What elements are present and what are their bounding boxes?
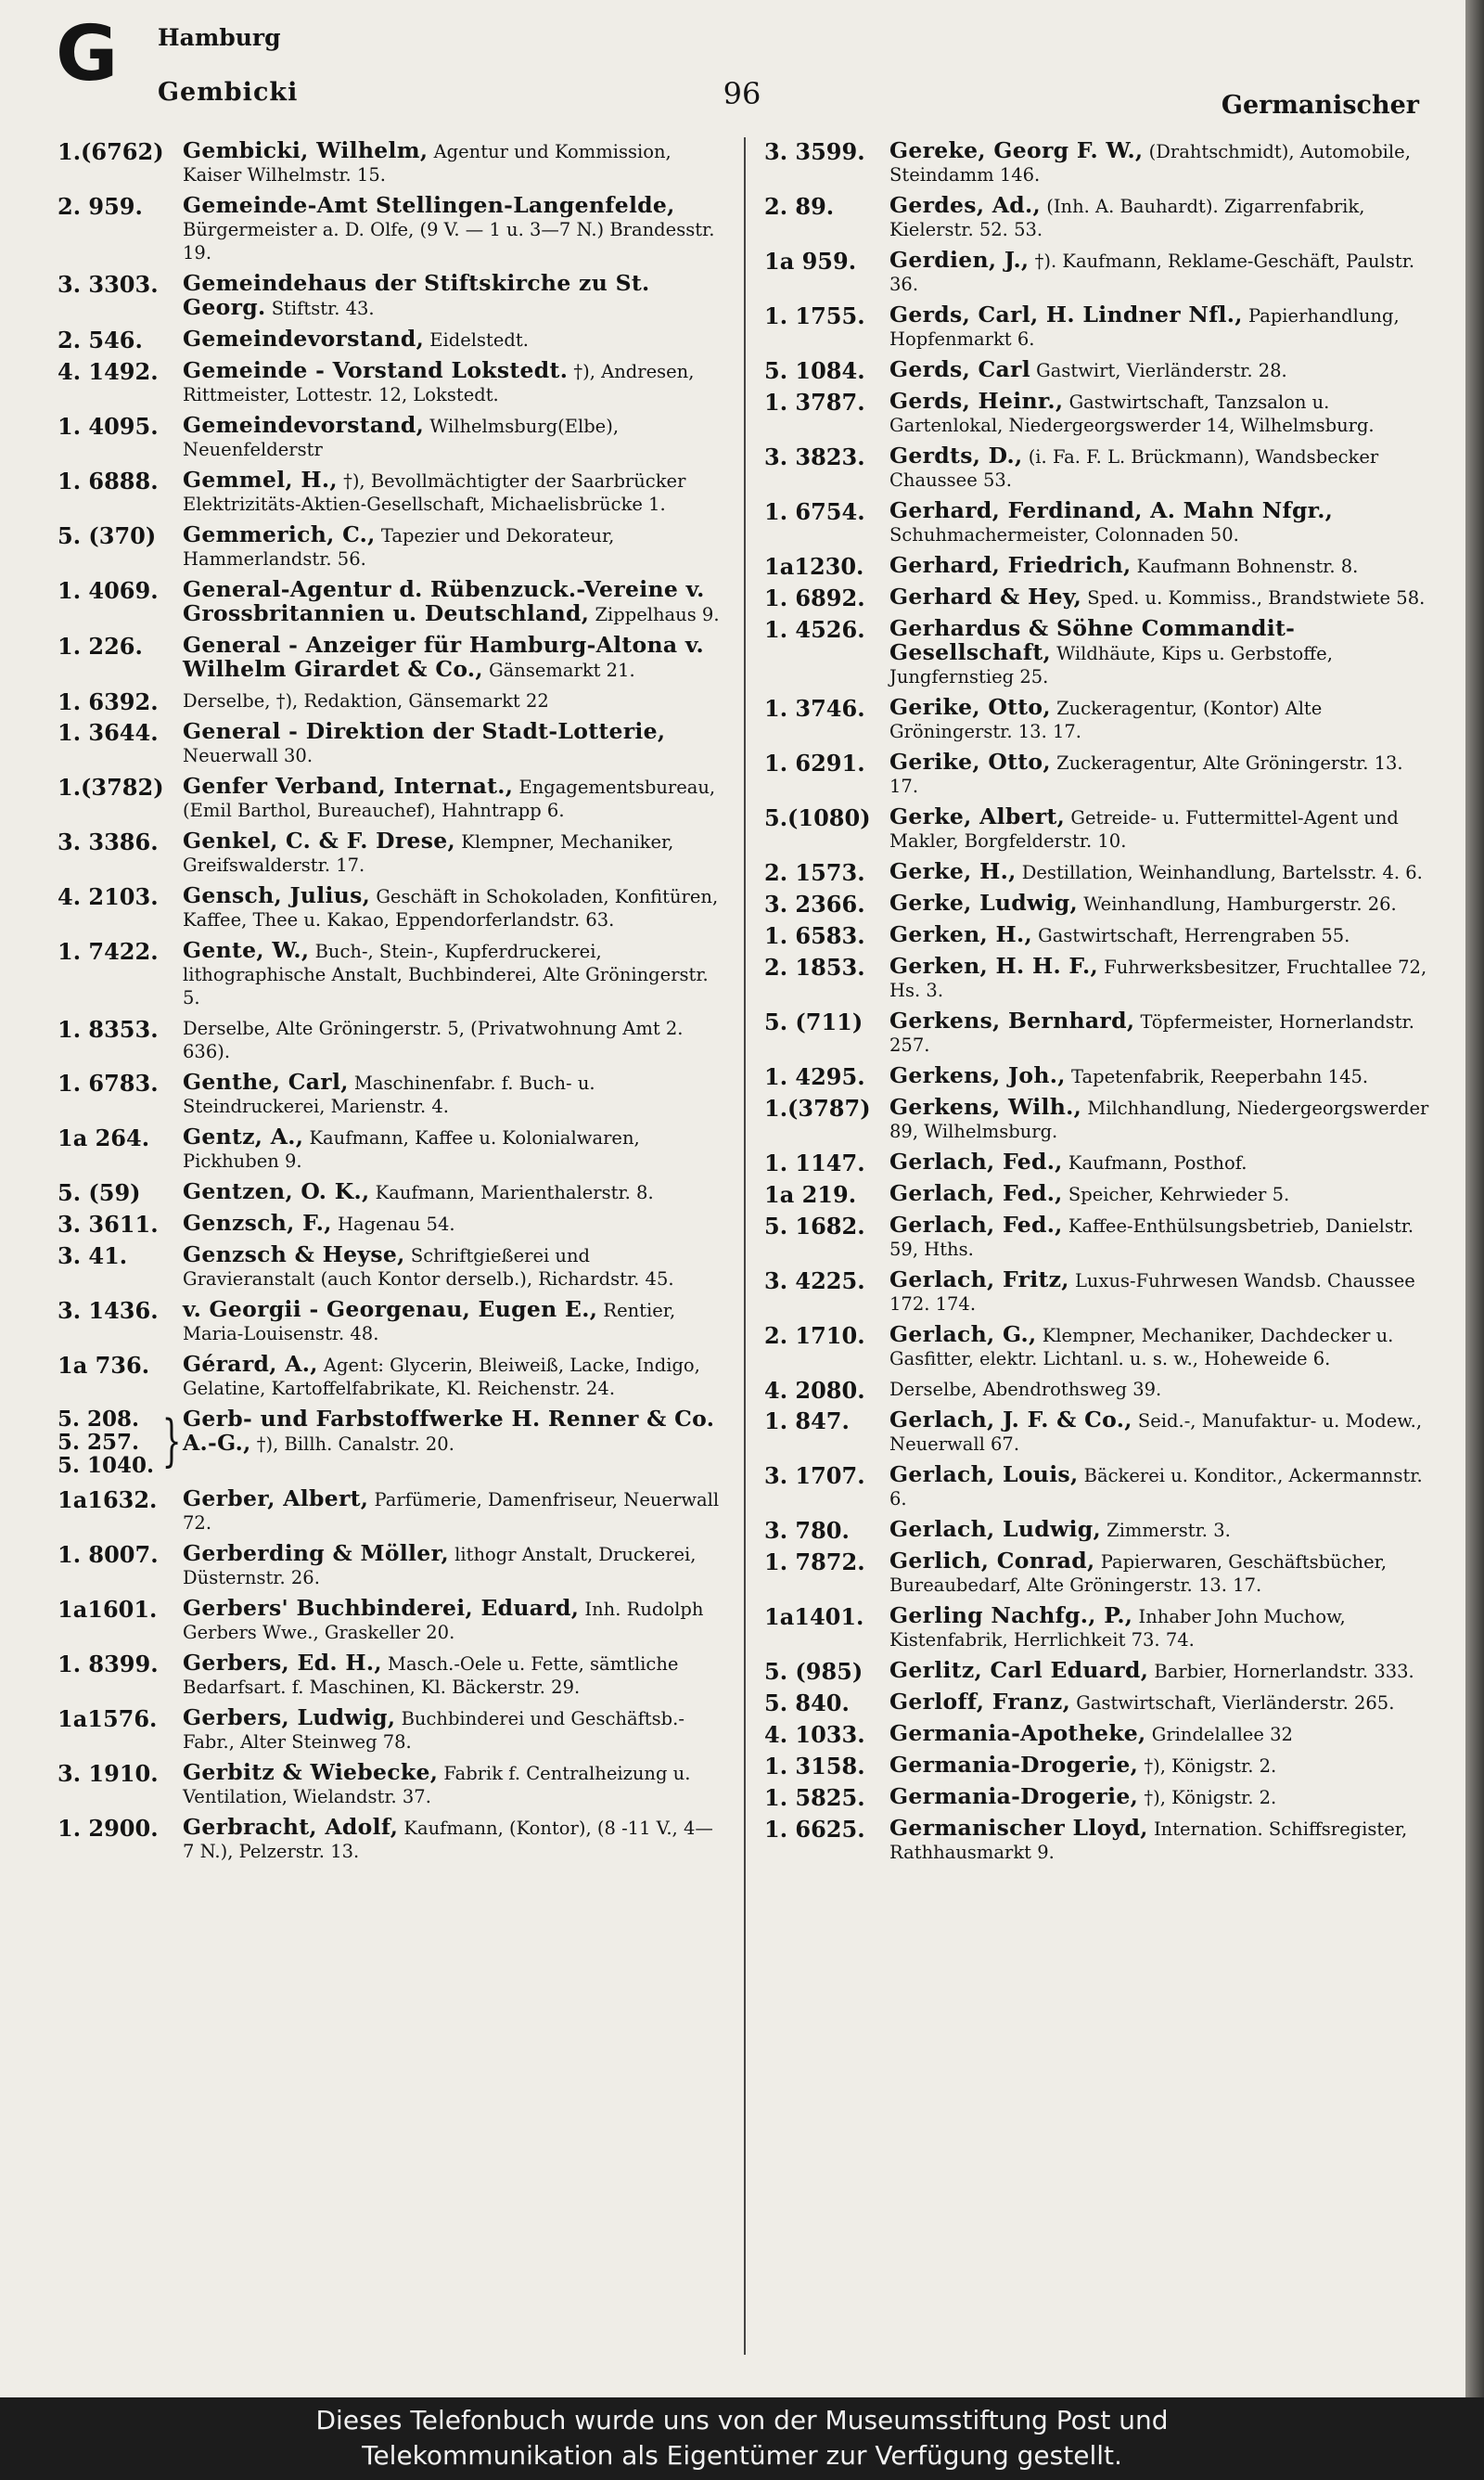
page-number: 96 (723, 76, 761, 111)
entry-number: 3. 3823. (764, 443, 865, 470)
entry-number: 5. 840. (764, 1690, 850, 1716)
directory-entry (764, 955, 1430, 1002)
entry-detail: Kaufmann Bohnenstr. 8. (1136, 556, 1359, 577)
entry-name: Gerhard, Ferdinand, A. Mahn Nfgr., (889, 497, 1334, 523)
entry-name: Gerdien, J., (889, 247, 1030, 273)
entry-detail: Zuckeragentur, Alte Gröningerstr. 13. 17. (889, 752, 1403, 797)
entry-name: Gerlach, Fed., (889, 1149, 1063, 1175)
entry-detail: Kaufmann, Marienthalerstr. 8. (375, 1182, 654, 1203)
directory-entry (764, 1549, 1430, 1597)
entry-number: 3. 3611. (58, 1211, 159, 1238)
entry-detail: Klempner, Mechaniker, Dachdecker u. Gasfitter, elektr. Lichtanl. u. s. w., Hoheweide 6. (889, 1325, 1394, 1369)
directory-entry (58, 1071, 723, 1118)
directory-entry (764, 499, 1430, 546)
grouped-numbers (58, 1407, 160, 1477)
entry-name: Gerke, H., (889, 858, 1017, 884)
directory-entry (764, 1150, 1430, 1175)
directory-entry (764, 585, 1430, 610)
directory-entry (764, 390, 1430, 437)
entry-name: Gerdes, Ad., (889, 192, 1042, 218)
directory-entry (58, 1651, 723, 1699)
entry-detail: Gastwirt, Vierländerstr. 28. (1036, 360, 1287, 381)
entry-name: Gerbers, Ed. H., (183, 1650, 382, 1676)
entry-number: 3. 3386. (58, 829, 159, 855)
entry-name: Gerhard, Friedrich, (889, 552, 1132, 578)
entry-name: Gerlach, G., (889, 1321, 1037, 1347)
entry-number: 1. 1755. (764, 302, 865, 329)
entry-detail: Weinhandlung, Hamburgerstr. 26. (1083, 893, 1397, 915)
directory-entry (764, 1323, 1430, 1370)
entry-detail: Papierhandlung, Hopfenmarkt 6. (889, 305, 1400, 350)
entry-detail: Neuerwall 30. (183, 745, 313, 766)
directory-entry (764, 1377, 1430, 1404)
directory-entry (764, 1214, 1430, 1261)
entry-detail: Gastwirtschaft, Vierländerstr. 265. (1076, 1692, 1395, 1714)
column-divider (744, 137, 746, 2355)
entry-number: 5. 1040. (58, 1453, 155, 1478)
brace-glyph: } (161, 1408, 182, 1473)
entry-name: Gerkens, Bernhard, (889, 1008, 1135, 1034)
entry-name: Genkel, C. & F. Drese, (183, 828, 456, 854)
directory-entry (58, 194, 723, 264)
directory-entry (764, 1009, 1430, 1057)
entry-name: Gerber, Albert, (183, 1485, 369, 1511)
entry-name: Gerlich, Conrad, (889, 1548, 1095, 1574)
entry-detail: Masch.-Oele u. Fette, sämtliche Bedarfsart. f. Maschinen, Kl. Bäckerstr. 29. (183, 1653, 679, 1698)
directory-entry (58, 414, 723, 461)
entry-number: 5. 1682. (764, 1213, 865, 1240)
entry-number: 1a 264. (58, 1124, 150, 1151)
directory-entry (764, 1268, 1430, 1316)
entry-name: Gerds, Carl (889, 356, 1030, 382)
entry-name: Gemmerich, C., (183, 521, 376, 547)
entry-name: Gerds, Heinr., (889, 388, 1064, 414)
entry-detail: Tapetenfabrik, Reeperbahn 145. (1070, 1066, 1369, 1087)
directory-entry (764, 1463, 1430, 1510)
entry-detail: Derselbe, Abendrothsweg 39. (889, 1379, 1162, 1400)
entry-number: 1. 8007. (58, 1541, 159, 1568)
entry-detail: Töpfermeister, Hornerlandstr. 257. (889, 1011, 1414, 1056)
entry-name: Gerds, Carl, H. Lindner Nfl., (889, 302, 1243, 328)
page-edge (1465, 0, 1484, 2397)
entry-name: Germania-Drogerie, (889, 1783, 1139, 1809)
directory-entry (764, 1722, 1430, 1746)
entry-number: 1a1632. (58, 1486, 158, 1513)
entry-name: Genthe, Carl, (183, 1069, 349, 1095)
footer-notice (0, 2397, 1484, 2480)
entry-detail: †), Billh. Canalstr. 20. (256, 1433, 454, 1455)
entry-name: Gerlach, Ludwig, (889, 1516, 1101, 1542)
entry-number: 1. 4526. (764, 616, 865, 643)
entry-number: 1. 5825. (764, 1784, 865, 1811)
entry-number: 1. 3746. (764, 695, 865, 722)
entry-detail: Hagenau 54. (337, 1214, 455, 1235)
directory-entry (58, 1706, 723, 1754)
entry-detail: Kaufmann, (Kontor), (8 -11 V., 4—7 N.), Pelzerstr. 13. (183, 1818, 713, 1862)
entry-detail: Zimmerstr. 3. (1107, 1520, 1231, 1541)
entry-detail: Luxus-Fuhrwesen Wandsb. Chaussee 172. 174. (889, 1270, 1415, 1315)
directory-entry (58, 1353, 723, 1400)
entry-number: 1. 7422. (58, 938, 159, 965)
entry-number: 1. 8353. (58, 1016, 159, 1043)
entry-number: 3. 1910. (58, 1760, 159, 1787)
entry-number: 1. 6625. (764, 1816, 865, 1843)
entry-name: Gemeindehaus der Stiftskirche zu St. Georg. (183, 270, 650, 320)
entry-name: Gentz, A., (183, 1124, 304, 1150)
entry-number: 3. 4225. (764, 1267, 865, 1294)
entry-number: 1a1230. (764, 553, 864, 580)
entry-detail: Grindelallee 32 (1151, 1724, 1293, 1745)
entry-number: 3. 2366. (764, 891, 865, 918)
directory-entry (58, 1180, 723, 1204)
entry-name: Genzsch, F., (183, 1210, 332, 1236)
entry-number: 1.(3782) (58, 774, 164, 801)
entry-detail: Barbier, Hornerlandstr. 333. (1154, 1661, 1414, 1682)
directory-entry (764, 1785, 1430, 1809)
directory-entry (764, 696, 1430, 743)
directory-entry (764, 860, 1430, 884)
directory-entry (58, 1212, 723, 1236)
entry-number: 1. 3787. (764, 389, 865, 416)
entry-name: Gerbitz & Wiebecke, (183, 1759, 439, 1785)
entry-number: 1.(6762) (58, 138, 164, 165)
entry-name: Gerloff, Franz, (889, 1689, 1071, 1715)
entry-detail: Maschinenfabr. f. Buch- u. Steindruckerei, Marienstr. 4. (183, 1073, 595, 1117)
entry-detail: Destillation, Weinhandlung, Bartelsstr. 4. 6. (1021, 862, 1423, 883)
entry-name: Gerkens, Wilh., (889, 1094, 1082, 1120)
entry-detail: Eidelstedt. (429, 329, 529, 351)
directory-entry (58, 1487, 723, 1535)
entry-detail: Schriftgießerei und Gravieranstalt (auch Kontor derselb.), Richardstr. 45. (183, 1245, 674, 1290)
entry-number: 5. (59) (58, 1179, 141, 1206)
entry-detail: Geschäft in Schokoladen, Konfitüren, Kaffee, Thee u. Kakao, Eppendorferlandstr. 63. (183, 886, 719, 931)
entry-name: Gemeindevorstand, (183, 326, 425, 352)
entry-detail: Seid.-, Manufaktur- u. Modew., Neuerwall 67. (889, 1410, 1423, 1455)
entry-number: 1. 4295. (764, 1063, 865, 1090)
entry-number: 3. 1707. (764, 1462, 865, 1489)
entry-number: 4. 2103. (58, 883, 159, 910)
directory-entry (58, 523, 723, 571)
entry-number: 1. 6783. (58, 1070, 159, 1097)
entry-detail: Getreide- u. Futtermittel-Agent und Makler, Borgfelderstr. 10. (889, 807, 1399, 852)
header-city: Hamburg (158, 24, 281, 51)
entry-number: 4. 1033. (764, 1721, 865, 1748)
entry-detail: Buch-, Stein-, Kupferdruckerei, lithographische Anstalt, Buchbinderei, Alte Gröningerstr. 5. (183, 941, 709, 1009)
entry-name: Gerhard & Hey, (889, 584, 1082, 610)
entry-number: 1. 2900. (58, 1815, 159, 1842)
entry-detail: Speicher, Kehrwieder 5. (1068, 1184, 1290, 1205)
directory-entry (58, 1243, 723, 1291)
directory-entry (58, 1761, 723, 1808)
directory-entry (764, 249, 1430, 296)
entry-number: 1a1576. (58, 1705, 158, 1732)
entry-number: 1. 226. (58, 633, 143, 660)
directory-entry (58, 1298, 723, 1345)
entry-number: 5. (985) (764, 1658, 864, 1685)
entry-name: Germania-Apotheke, (889, 1720, 1146, 1746)
entry-number: 5. 1084. (764, 357, 865, 384)
directory-entry (764, 1518, 1430, 1542)
entry-name: Genzsch & Heyse, (183, 1241, 405, 1267)
entry-number: 5. 257. (58, 1430, 140, 1455)
directory-entry (764, 1064, 1430, 1088)
entry-number: 4. 2080. (764, 1377, 865, 1404)
entry-detail: Derselbe, Alte Gröningerstr. 5, (Privatwohnung Amt 2. 636). (183, 1018, 684, 1062)
entry-detail: Klempner, Mechaniker, Greifswalderstr. 17. (183, 831, 674, 876)
directory-entry (58, 1125, 723, 1173)
entry-detail: †), Königstr. 2. (1144, 1755, 1277, 1777)
entry-detail: Inh. Rudolph Gerbers Wwe., Graskeller 20. (183, 1599, 704, 1643)
entry-name: Gerlach, Fed., (889, 1180, 1063, 1206)
entry-name: Gemeinde-Amt Stellingen-Langenfelde, (183, 192, 675, 218)
right-entry-list (764, 139, 1430, 1864)
directory-entry (764, 554, 1430, 578)
directory-entry (764, 923, 1430, 947)
directory-entry (58, 634, 723, 682)
entry-name: Gerken, H. H. F., (889, 953, 1098, 979)
entry-detail: Gastwirtschaft, Herrengraben 55. (1038, 925, 1350, 946)
directory-entry (764, 1604, 1430, 1651)
entry-detail: Wilhelmsburg(Elbe), Neuenfelderstr (183, 416, 620, 460)
entry-detail: †), Bevollmächtigter der Saarbrücker Elektrizitäts-Aktien-Gesellschaft, Michaelisbrücke 1. (183, 470, 686, 515)
entry-detail: Kaufmann, Kaffee u. Kolonialwaren, Pickhuben 9. (183, 1127, 640, 1172)
directory-entry (764, 1754, 1430, 1778)
entry-detail: Papierwaren, Geschäftsbücher, Bureaubedarf, Alte Gröningerstr. 13. 17. (889, 1551, 1388, 1596)
directory-entry (764, 358, 1430, 382)
entry-number: 3. 3599. (764, 138, 865, 165)
directory-entry (58, 829, 723, 877)
entry-detail: (Inh. A. Bauhardt). Zigarrenfabrik, Kielerstr. 52. 53. (889, 196, 1365, 240)
entry-name: Gerke, Albert, (889, 803, 1066, 829)
entry-number: 1. 3158. (764, 1753, 865, 1780)
directory-entry (764, 1182, 1430, 1206)
entry-detail: Bäckerei u. Konditor., Ackermannstr. 6. (889, 1465, 1423, 1510)
entry-detail: Schuhmachermeister, Colonnaden 50. (889, 524, 1239, 546)
entry-number: 1. 6754. (764, 498, 865, 525)
entry-name: Gemmel, H., (183, 467, 338, 493)
entry-name: Gerlach, J. F. & Co., (889, 1407, 1132, 1433)
entry-name: Gerbers' Buchbinderei, Eduard, (183, 1595, 580, 1621)
entry-detail: Rentier, Maria-Louisenstr. 48. (183, 1300, 676, 1344)
entry-detail: (Drahtschmidt), Automobile, Steindamm 146. (889, 141, 1411, 186)
entry-name: Gensch, Julius, (183, 882, 371, 908)
directory-entry (58, 1017, 723, 1063)
directory-entry (58, 775, 723, 822)
entry-name: Gerhardus & Söhne Commandit-Gesellschaft, (889, 615, 1296, 665)
directory-entry (764, 444, 1430, 492)
entry-number: 1a 959. (764, 248, 857, 275)
directory-entry (764, 751, 1430, 798)
directory-entry (58, 578, 723, 626)
entry-number: 1. 6583. (764, 922, 865, 949)
left-entry-list-continued (58, 1487, 723, 1863)
entry-number: 3. 780. (764, 1517, 850, 1544)
directory-entry (764, 1817, 1430, 1864)
entry-number: 1. 4095. (58, 413, 159, 440)
directory-entry (58, 884, 723, 932)
directory-entry (764, 1690, 1430, 1715)
directory-entry (58, 689, 723, 713)
entry-name: General - Direktion der Stadt-Lotterie, (183, 718, 666, 744)
directory-entry (764, 1659, 1430, 1683)
directory-entry (58, 139, 723, 186)
entry-number: 5.(1080) (764, 804, 871, 831)
entry-detail: †), Königstr. 2. (1144, 1787, 1277, 1808)
directory-entry (764, 617, 1430, 688)
directory-entry (58, 328, 723, 352)
entry-number: 1a1601. (58, 1596, 158, 1623)
left-column (58, 139, 723, 1870)
directory-entry (764, 1408, 1430, 1456)
entry-name: Genfer Verband, Internat., (183, 773, 514, 799)
entry-detail: Milchhandlung, Niedergeorgswerder 89, Wilhelmsburg. (889, 1098, 1429, 1142)
entry-detail: Kaffee-Enthülsungsbetrieb, Danielstr. 59, Hths. (889, 1215, 1414, 1260)
entry-number: 1. 3644. (58, 719, 159, 746)
entry-detail: Zippelhaus 9. (595, 604, 720, 625)
entry-name: Gérard, A., (183, 1351, 318, 1377)
entry-number: 3. 1436. (58, 1297, 159, 1324)
entry-name: Gerlitz, Carl Eduard, (889, 1657, 1149, 1683)
entry-number: 1. 6291. (764, 750, 865, 777)
left-entry-list (58, 139, 723, 1400)
entry-number: 5. (711) (764, 1009, 864, 1035)
entry-detail: lithogr Anstalt, Druckerei, Düsternstr. 26. (183, 1544, 697, 1588)
entry-detail: Kaufmann, Posthof. (1068, 1152, 1247, 1174)
grouped-entry (58, 1407, 723, 1480)
entry-number: 1. 8399. (58, 1651, 159, 1677)
entry-number: 1. 4069. (58, 577, 159, 604)
entry-name: Gerlach, Louis, (889, 1461, 1079, 1487)
entry-number: 1. 7872. (764, 1548, 865, 1575)
directory-entry (764, 303, 1430, 351)
entry-name: Gerlach, Fed., (889, 1212, 1063, 1238)
entry-number: 2. 959. (58, 193, 143, 220)
entry-detail: Derselbe, †), Redaktion, Gänsemarkt 22 (183, 690, 549, 712)
entry-detail: Agentur und Kommission, Kaiser Wilhelmstr. 15. (183, 141, 672, 186)
entry-name: Gerbracht, Adolf, (183, 1814, 399, 1840)
entry-detail: Gänsemarkt 21. (489, 660, 635, 681)
entry-name: Gerke, Ludwig, (889, 890, 1079, 916)
entry-name: Gentzen, O. K., (183, 1178, 370, 1204)
page-header (0, 0, 1465, 130)
entry-detail: Buchbinderei und Geschäftsb.-Fabr., Alter Steinweg 78. (183, 1708, 684, 1753)
header-first-entry: Gembicki (158, 78, 299, 107)
entry-number: 1. 847. (764, 1407, 850, 1434)
entry-number: 2. 89. (764, 193, 835, 220)
entry-detail: Parfümerie, Damenfriseur, Neuerwall 72. (183, 1489, 720, 1534)
entry-detail: Fabrik f. Centralheizung u. Ventilation, Wielandstr. 37. (183, 1763, 691, 1807)
directory-entry (58, 1597, 723, 1644)
directory-entry (58, 1816, 723, 1863)
entry-name: Gerb- und Farbstoffwerke H. Renner & Co. A.-G., (183, 1406, 715, 1456)
directory-entry (764, 194, 1430, 241)
entry-name: Gemeinde - Vorstand Lokstedt. (183, 357, 569, 383)
entry-detail: Stiftstr. 43. (271, 298, 375, 319)
entry-name: Gerling Nachfg., P., (889, 1602, 1133, 1628)
entry-number: 2. 546. (58, 327, 143, 353)
entry-name: Gembicki, Wilhelm, (183, 137, 429, 163)
entry-number: 3. 41. (58, 1242, 128, 1269)
entry-detail: Fuhrwerksbesitzer, Fruchtallee 72, Hs. 3. (889, 957, 1427, 1001)
entry-name: Gerdts, D., (889, 443, 1023, 469)
directory-entry (58, 1542, 723, 1589)
entry-detail: Gastwirtschaft, Tanzsalon u. Gartenlokal, Niedergeorgswerder 14, Wilhelmsburg. (889, 392, 1375, 436)
entry-number: 1a1401. (764, 1603, 864, 1630)
entry-detail: †). Kaufmann, Reklame-Geschäft, Paulstr. 36. (889, 251, 1415, 295)
directory-entry (764, 1096, 1430, 1143)
entry-name: Germanischer Lloyd, (889, 1815, 1148, 1841)
entry-number: 2. 1573. (764, 859, 865, 886)
entry-number: 5. (370) (58, 522, 157, 549)
entry-detail: Sped. u. Kommiss., Brandstwiete 58. (1087, 587, 1426, 609)
entry-name: General - Anzeiger für Hamburg-Altona v. Wilhelm Girardet & Co., (183, 632, 704, 682)
entry-detail: Bürgermeister a. D. Olfe, (9 V. — 1 u. 3—7 N.) Brandesstr. 19. (183, 219, 715, 263)
directory-entry (58, 469, 723, 516)
entry-detail: †), Andresen, Rittmeister, Lottestr. 12, Lokstedt. (183, 361, 695, 405)
entry-number: 1a 736. (58, 1352, 150, 1379)
entry-name: Gente, W., (183, 937, 310, 963)
entry-detail: Zuckeragentur, (Kontor) Alte Gröningerstr. 13. 17. (889, 698, 1323, 742)
entry-name: v. Georgii - Georgenau, Eugen E., (183, 1296, 598, 1322)
entry-number: 1. 6892. (764, 585, 865, 611)
entry-detail: Wildhäute, Kips u. Gerbstoffe, Jungfernstieg 25. (889, 643, 1333, 687)
directory-entry (764, 892, 1430, 916)
entry-number: 1.(3787) (764, 1095, 871, 1122)
entry-number: 3. 3303. (58, 271, 159, 298)
footer-line-2: Telekommunikation als Eigentümer zur Verfügung gestellt. (362, 2440, 1122, 2471)
directory-entry (58, 939, 723, 1009)
directory-entry (58, 720, 723, 767)
entry-detail: Inhaber John Muchow, Kistenfabrik, Herrlichkeit 73. 74. (889, 1606, 1346, 1651)
entry-detail: Engagementsbureau, (Emil Barthol, Bureauchef), Hahntrapp 6. (183, 777, 716, 821)
entry-name: Gerlach, Fritz, (889, 1266, 1069, 1292)
right-column (764, 139, 1430, 1871)
directory-entry (58, 359, 723, 406)
footer-line-1: Dieses Telefonbuch wurde uns von der Museumsstiftung Post und (315, 2405, 1169, 2435)
entry-number: 1. 6888. (58, 468, 159, 495)
entry-name: Germania-Drogerie, (889, 1752, 1139, 1778)
entry-name: Gemeindevorstand, (183, 412, 425, 438)
entry-name: Gerike, Otto, (889, 749, 1051, 775)
entry-number: 2. 1853. (764, 954, 865, 981)
entry-detail: Agent: Glycerin, Bleiweiß, Lacke, Indigo, Gelatine, Kartoffelfabrikate, Kl. Reichenstr. 24. (183, 1355, 700, 1399)
entry-number: 5. 208. (58, 1407, 140, 1432)
directory-entry (764, 805, 1430, 853)
entry-name: Gerken, H., (889, 921, 1032, 947)
entry-number: 1. 6392. (58, 688, 159, 715)
entry-name: Gerberding & Möller, (183, 1540, 449, 1566)
entry-detail: Internation. Schiffsregister, Rathhausmarkt 9. (889, 1818, 1408, 1863)
entry-detail: Tapezier und Dekorateur, Hammerlandstr. 56. (183, 525, 615, 570)
entry-number: 1a 219. (764, 1181, 857, 1208)
section-letter: G (56, 10, 119, 98)
entry-detail: (i. Fa. F. L. Brückmann), Wandsbecker Chaussee 53. (889, 446, 1379, 491)
entry-number: 4. 1492. (58, 358, 159, 385)
entry-number: 2. 1710. (764, 1322, 865, 1349)
entry-name: General-Agentur d. Rübenzuck.-Vereine v. Grossbritannien u. Deutschland, (183, 576, 705, 626)
entry-number: 1. 1147. (764, 1150, 865, 1176)
entry-name: Gerbers, Ludwig, (183, 1704, 396, 1730)
entry-name: Gereke, Georg F. W., (889, 137, 1144, 163)
directory-entry (764, 139, 1430, 186)
entry-name: Gerike, Otto, (889, 694, 1051, 720)
entry-name: Gerkens, Joh., (889, 1062, 1066, 1088)
directory-entry (58, 272, 723, 320)
header-last-entry: Germanischer (1221, 91, 1419, 120)
